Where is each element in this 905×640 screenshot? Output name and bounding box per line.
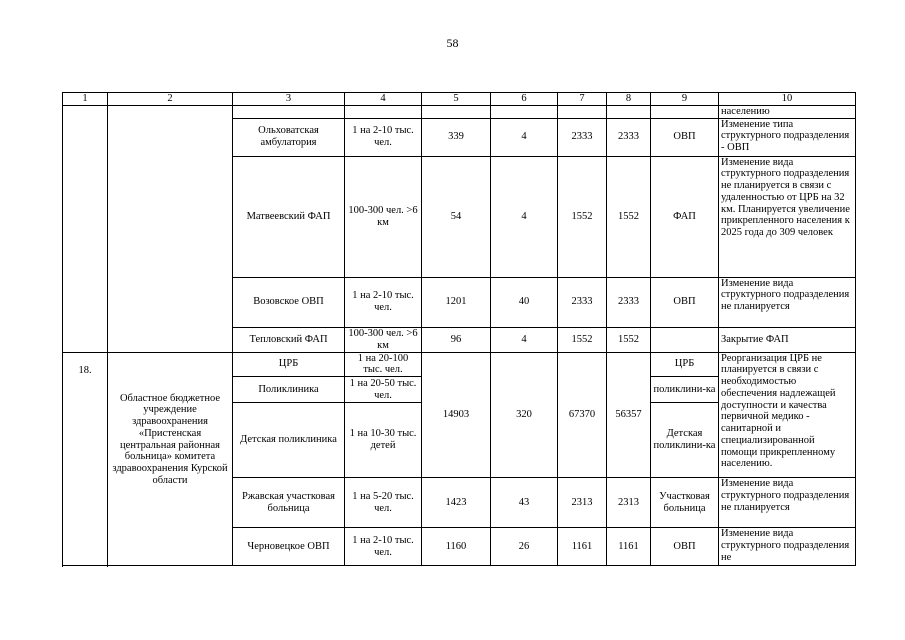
value-cell: 2333 <box>607 277 651 327</box>
unit-norm: 1 на 2-10 тыс. чел. <box>345 118 422 156</box>
value-cell: 1552 <box>607 156 651 277</box>
unit-norm: 1 на 20-100 тыс. чел. <box>345 352 422 377</box>
value-cell: 2333 <box>558 277 607 327</box>
unit-norm: 100-300 чел. >6 км <box>345 327 422 352</box>
header-cell: 2 <box>108 93 233 106</box>
unit-name: Поликлиника <box>233 377 345 403</box>
value-cell: 2333 <box>558 118 607 156</box>
value-cell: 4 <box>491 156 558 277</box>
header-cell: 8 <box>607 93 651 106</box>
unit-norm: 1 на 2-10 тыс. чел. <box>345 528 422 566</box>
header-row <box>63 93 856 106</box>
table-cell <box>345 105 422 118</box>
note-cell: Изменение вида структурного подразделения не планируется <box>719 478 856 528</box>
header-cell: 3 <box>233 93 345 106</box>
value-cell: 1552 <box>607 327 651 352</box>
value-cell: 1552 <box>558 156 607 277</box>
value-cell: 1552 <box>558 327 607 352</box>
table-cell <box>607 105 651 118</box>
value-cell: 1161 <box>607 528 651 566</box>
value-cell: 67370 <box>558 352 607 478</box>
value-cell: 320 <box>491 352 558 478</box>
unit-type: ОВП <box>651 528 719 566</box>
unit-norm: 1 на 2-10 тыс. чел. <box>345 277 422 327</box>
unit-type: ОВП <box>651 118 719 156</box>
org-cell <box>108 105 233 352</box>
value-cell: 1161 <box>558 528 607 566</box>
value-cell: 4 <box>491 118 558 156</box>
table-cell <box>233 105 345 118</box>
header-cell: 4 <box>345 93 422 106</box>
unit-norm: 100-300 чел. >6 км <box>345 156 422 277</box>
unit-name: Возовское ОВП <box>233 277 345 327</box>
value-cell: 2313 <box>607 478 651 528</box>
unit-name: Ржавская участковая больница <box>233 478 345 528</box>
note-cell: Изменение вида структурного подразделения не планируется в связи с удаленностью от ЦРБ на 32 км. Планируется увеличение прикрепленного населения к 2025 года до 309 человек <box>719 156 856 277</box>
note-cell: населению <box>719 105 856 118</box>
header-cell: 5 <box>422 93 491 106</box>
unit-type: ФАП <box>651 156 719 277</box>
table-cell <box>491 105 558 118</box>
unit-type: ЦРБ <box>651 352 719 377</box>
unit-norm: 1 на 10-30 тыс. детей <box>345 403 422 478</box>
table-cell <box>558 105 607 118</box>
header-cell: 6 <box>491 93 558 106</box>
unit-name: Черновецкое ОВП <box>233 528 345 566</box>
note-cell: Изменение вида структурного подразделения не <box>719 528 856 566</box>
value-cell: 43 <box>491 478 558 528</box>
unit-type: Детская поликлини-ка <box>651 403 719 478</box>
header-cell: 1 <box>63 93 108 106</box>
num-cell <box>63 105 108 352</box>
value-cell: 2333 <box>607 118 651 156</box>
note-cell: Закрытие ФАП <box>719 327 856 352</box>
table-cell <box>422 105 491 118</box>
note-cell: Изменение типа структурного подразделения - ОВП <box>719 118 856 156</box>
table-row <box>63 105 856 118</box>
unit-type: Участковая больница <box>651 478 719 528</box>
unit-norm: 1 на 20-50 тыс. чел. <box>345 377 422 403</box>
header-cell: 10 <box>719 93 856 106</box>
header-cell: 9 <box>651 93 719 106</box>
value-cell: 26 <box>491 528 558 566</box>
header-cell: 7 <box>558 93 607 106</box>
unit-name: Ольховатская амбулатория <box>233 118 345 156</box>
unit-type: поликлини-ка <box>651 377 719 403</box>
row-number: 18. <box>63 352 108 566</box>
value-cell: 1201 <box>422 277 491 327</box>
value-cell: 2313 <box>558 478 607 528</box>
value-cell: 56357 <box>607 352 651 478</box>
table-row <box>63 352 856 377</box>
value-cell: 1160 <box>422 528 491 566</box>
unit-name: Тепловский ФАП <box>233 327 345 352</box>
data-table <box>62 92 856 566</box>
table-cell <box>651 105 719 118</box>
value-cell: 4 <box>491 327 558 352</box>
value-cell: 96 <box>422 327 491 352</box>
organization-name: Областное бюджетное учреждение здравоохранения «Пристенская центральная районная больница» комитета здравоохранения Курской области <box>108 352 233 566</box>
unit-name: ЦРБ <box>233 352 345 377</box>
unit-type: ОВП <box>651 277 719 327</box>
note-cell: Реорганизация ЦРБ не планируется в связи с необходимостью обеспечения надлежащей доступности и качества первичной медико - санитарной и специализированной помощи прикрепленному населению. <box>719 352 856 478</box>
unit-type <box>651 327 719 352</box>
value-cell: 40 <box>491 277 558 327</box>
note-cell: Изменение вида структурного подразделения не планируется <box>719 277 856 327</box>
unit-name: Матвеевский ФАП <box>233 156 345 277</box>
unit-name: Детская поликлиника <box>233 403 345 478</box>
value-cell: 14903 <box>422 352 491 478</box>
unit-norm: 1 на 5-20 тыс. чел. <box>345 478 422 528</box>
value-cell: 339 <box>422 118 491 156</box>
value-cell: 1423 <box>422 478 491 528</box>
value-cell: 54 <box>422 156 491 277</box>
page-number: 58 <box>446 36 459 50</box>
